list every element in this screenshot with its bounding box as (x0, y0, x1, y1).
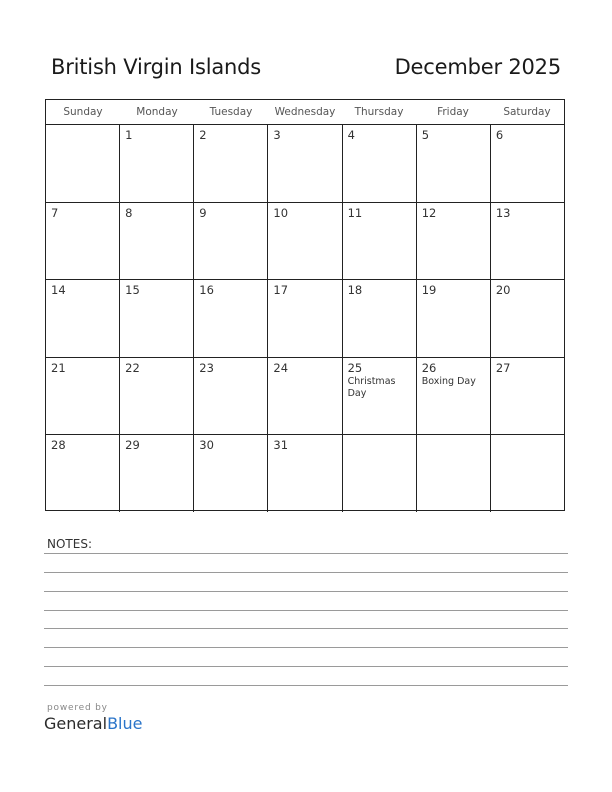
day-number: 14 (51, 283, 66, 297)
calendar-day-cell[interactable] (194, 358, 268, 435)
day-number: 31 (273, 438, 289, 452)
day-number: 27 (495, 360, 511, 375)
calendar-day-cell[interactable] (194, 203, 268, 280)
calendar-week-row (46, 280, 564, 358)
calendar-day-cell[interactable] (46, 435, 120, 512)
day-number: 18 (347, 283, 363, 297)
day-number: 30 (199, 438, 214, 452)
calendar-week-row (46, 203, 564, 281)
calendar-day-cell[interactable] (417, 280, 491, 357)
brand-logo (44, 703, 142, 734)
note-line (44, 572, 568, 573)
calendar-day-cell[interactable] (491, 280, 564, 357)
day-number: 28 (51, 438, 66, 452)
calendar-day-cell[interactable] (343, 203, 417, 280)
calendar-day-cell[interactable] (343, 358, 417, 435)
day-number: 22 (125, 360, 140, 375)
day-number: 12 (421, 205, 437, 220)
day-number: 9 (199, 205, 207, 220)
calendar-day-cell[interactable] (491, 125, 564, 202)
day-number: 3 (273, 128, 281, 142)
brand-general: General (44, 714, 108, 733)
note-line (44, 610, 568, 611)
calendar-day-cell[interactable] (491, 203, 564, 280)
day-number: 21 (51, 360, 66, 375)
note-line (44, 666, 568, 667)
calendar-day-cell[interactable] (417, 203, 491, 280)
weekday-header: Wednesday (274, 106, 336, 118)
calendar-day-cell[interactable] (46, 203, 120, 280)
day-number: 7 (51, 205, 59, 220)
calendar-day-cell[interactable] (46, 125, 120, 202)
calendar-day-cell[interactable] (268, 358, 342, 435)
calendar-day-cell[interactable] (268, 125, 342, 202)
note-line (44, 591, 568, 592)
day-number: 24 (273, 360, 289, 375)
weekday-header: Tuesday (209, 106, 253, 118)
day-number: 10 (273, 205, 289, 220)
powered-by-text: powered by (47, 703, 108, 713)
calendar-day-cell[interactable] (343, 435, 417, 512)
day-number: 19 (421, 283, 437, 297)
calendar-day-cell[interactable] (120, 125, 194, 202)
holiday-label: Christmas Day (347, 375, 396, 399)
calendar-day-cell[interactable] (343, 280, 417, 357)
calendar-week-row (46, 125, 564, 203)
month-year-title: December 2025 (394, 55, 561, 79)
calendar-week-row (46, 435, 564, 512)
calendar-day-cell[interactable] (491, 358, 564, 435)
calendar-day-cell[interactable] (194, 280, 268, 357)
calendar-day-cell[interactable] (343, 125, 417, 202)
calendar-day-cell[interactable] (194, 435, 268, 512)
calendar-day-cell[interactable] (417, 358, 491, 435)
calendar-day-cell[interactable] (120, 358, 194, 435)
calendar-day-cell[interactable] (194, 125, 268, 202)
day-number: 17 (273, 283, 289, 297)
day-number: 8 (125, 205, 133, 220)
brand-name (44, 714, 142, 734)
holiday-label: Boxing Day (421, 375, 476, 387)
calendar-day-cell[interactable] (417, 125, 491, 202)
weeks-container (46, 125, 564, 512)
calendar-day-cell[interactable] (120, 280, 194, 357)
day-number: 26 (421, 360, 437, 375)
weekday-header: Monday (136, 106, 178, 118)
note-line (44, 553, 568, 554)
weekday-header-row (46, 100, 564, 125)
country-title: British Virgin Islands (51, 55, 262, 79)
day-number: 1 (125, 128, 133, 142)
note-line (44, 647, 568, 648)
notes-label: NOTES: (47, 537, 92, 551)
calendar-day-cell[interactable] (268, 280, 342, 357)
weekday-header: Thursday (354, 106, 404, 118)
weekday-header: Sunday (63, 106, 103, 118)
day-number: 16 (199, 283, 214, 297)
day-number: 13 (495, 205, 511, 220)
calendar-day-cell[interactable] (120, 435, 194, 512)
day-number: 29 (125, 438, 140, 452)
calendar-day-cell[interactable] (417, 435, 491, 512)
calendar-day-cell[interactable] (46, 358, 120, 435)
day-number: 11 (347, 205, 363, 220)
day-number: 15 (125, 283, 140, 297)
day-number: 23 (199, 360, 214, 375)
weekday-header: Saturday (503, 106, 551, 118)
calendar-day-cell[interactable] (120, 203, 194, 280)
calendar-day-cell[interactable] (46, 280, 120, 357)
note-line (44, 685, 568, 686)
day-number: 6 (495, 128, 504, 142)
weekday-header: Friday (437, 106, 469, 118)
day-number: 25 (347, 360, 363, 375)
day-number: 2 (199, 128, 207, 142)
calendar-day-cell[interactable] (268, 203, 342, 280)
calendar-week-row (46, 358, 564, 436)
note-line (44, 628, 568, 629)
calendar-grid (45, 99, 565, 511)
brand-blue: Blue (107, 714, 143, 733)
day-number: 20 (495, 283, 511, 297)
day-number: 4 (347, 128, 355, 142)
calendar-day-cell[interactable] (268, 435, 342, 512)
day-number: 5 (421, 128, 430, 142)
calendar-day-cell[interactable] (491, 435, 564, 512)
